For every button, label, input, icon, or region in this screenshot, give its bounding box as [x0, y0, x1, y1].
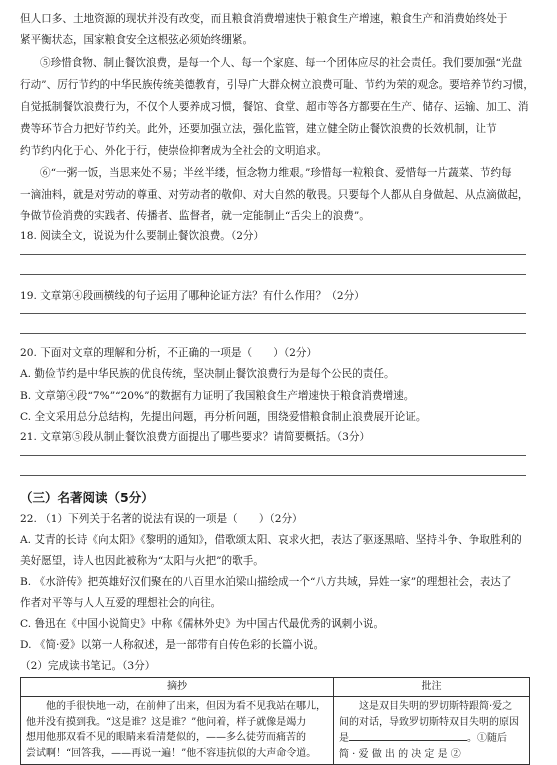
passage-line: 紧平衡状态，国家粮食安全这根弦必须始终绷紧。 — [20, 34, 254, 46]
comment-cell — [334, 697, 530, 765]
answer-line[interactable] — [20, 313, 526, 314]
passage-line: 费等环节合力把好节约关。此外，还要加强立法，强化监管，建立健全防止餐饮浪费的长效机制，让节 — [20, 123, 497, 135]
reading-notes-table — [20, 677, 530, 765]
option-c[interactable]: C. 鲁迅在《中国小说简史》中称《儒林外史》为中国古代最优秀的讽刺小说。 — [20, 618, 385, 630]
question-19: 19. 文章第④段画横线的句子运用了哪种论证方法？有什么作用？（2分） — [20, 290, 365, 302]
passage-line: 一滴油料，就是对劳动的尊重、对劳动者的敬仰、对大自然的敬畏。只要每个人都从自身做起、从点滴做起， — [20, 189, 529, 201]
passage-line: 行动”、厉行节约的中华民族传统美德教育，引导广大群众树立浪费可耻、节约为荣的观念。要培养节约习惯， — [20, 79, 534, 91]
option-a[interactable]: A. 艾青的长诗《向太阳》《黎明的通知》，借歌颂太阳、哀求火把，表达了驱逐黑暗、坚持斗争、争取胜利的 — [20, 534, 522, 546]
question-21: 21. 文章第⑤段从制止餐饮浪费方面提出了哪些要求？请简要概括。（3分） — [20, 431, 371, 443]
question-18: 18. 阅读全文，说说为什么要制止餐饮浪费。（2分） — [20, 230, 265, 242]
question-22-2: （2）完成读书笔记。（3分） — [20, 660, 156, 672]
excerpt-line: 他并没有摸到我。“这是谁？这是谁？”他问着，样子就像是竭力 — [26, 716, 307, 728]
answer-line[interactable] — [20, 274, 526, 275]
option-b-continued: 作者对平等与人人互爱的理想社会的向往。 — [20, 597, 222, 609]
comment-line: 简 · 爱 做 出 的 决 定 是 ② — [339, 748, 461, 760]
passage-paragraph-6-start: ⑥“一粥一饭，当思来处不易；半丝半缕，恒念物力维艰。”珍惜每一粒粮食、爱惜每一片蔬菜、节约每 — [40, 167, 512, 179]
answer-line[interactable] — [20, 333, 526, 334]
comment-line: 这是双目失明的罗切斯特跟简·爱之 — [359, 701, 513, 712]
excerpt-cell — [21, 697, 334, 765]
fill-in-blank[interactable] — [349, 730, 467, 741]
comment-prefix: 是 — [339, 733, 349, 744]
section-title: （三）名著阅读（5分） — [20, 490, 154, 505]
option-b[interactable]: B. 文章第④段“7%”“20%”的数据有力证明了我国粮食生产增速快于粮食消费增速。 — [20, 390, 415, 402]
table-header-comment: 批注 — [334, 678, 530, 697]
option-a[interactable]: A. 勤俭节约是中华民族的优良传统，坚决制止餐饮浪费行为是每个公民的责任。 — [20, 368, 395, 380]
passage-line: 但人口多、土地资源的现状并没有改变，而且粮食消费增速快于粮食生产增速，粮食生产和消费始终处于 — [20, 13, 508, 25]
question-20: 20. 下面对文章的理解和分析，不正确的一项是（ ）（2分） — [20, 347, 318, 359]
excerpt-line: 尝试啊！“回答我，——再说一遍！”他不容违抗似的大声命令道。 — [26, 747, 317, 759]
comment-line-with-blank — [339, 730, 524, 747]
option-a-continued: 美好愿望，诗人也因此被称为“太阳与火把”的歌手。 — [20, 555, 264, 567]
passage-paragraph-5-start: ⑤珍惜食物、制止餐饮浪费，是每一个人、每一个家庭、每一个团体应尽的社会责任。我们要加强“光盘 — [40, 57, 523, 69]
option-c[interactable]: C. 全文采用总分总结构，先提出问题，再分析问题，围绕爱惜粮食制止浪费展开论证。 — [20, 411, 427, 423]
answer-line[interactable] — [20, 455, 526, 456]
excerpt-line: 他的手很快地一动，在前伸了出来，但因为看不见我站在哪儿， — [46, 701, 326, 712]
answer-line[interactable] — [20, 475, 526, 476]
passage-line: 自觉抵制餐饮浪费行为，不仅个人要养成习惯，餐馆、食堂、超市等各方都要在生产、储存、运输、加工、消 — [20, 101, 529, 113]
question-22-1: 22. （1）下列关于名著的说法有误的一项是（ ）（2分） — [20, 513, 303, 525]
comment-suffix: 。①随后 — [467, 733, 507, 744]
comment-line: 间的对话，导致罗切斯特双目失明的原因 — [339, 716, 519, 728]
passage-line: 约节约内化于心、外化于行，使崇俭抑奢成为全社会的文明追求。 — [20, 145, 328, 157]
option-d[interactable]: D. 《简·爱》以第一人称叙述，是一部带有自传色彩的长篇小说。 — [20, 639, 325, 651]
excerpt-line: 想用他那双看不见的眼睛来看清楚似的，——多么徒劳而痛苦的 — [26, 732, 306, 743]
option-b[interactable]: B. 《水浒传》把英雄好汉们聚在的八百里水泊梁山描绘成一个“八方共域，异姓一家”的理想社会，表达了 — [20, 576, 512, 588]
table-header-excerpt: 摘抄 — [21, 678, 334, 697]
passage-line: 争做节俭消费的实践者、传播者、监督者，就一定能制止“舌尖上的浪费”。 — [20, 210, 370, 222]
answer-line[interactable] — [20, 254, 526, 255]
